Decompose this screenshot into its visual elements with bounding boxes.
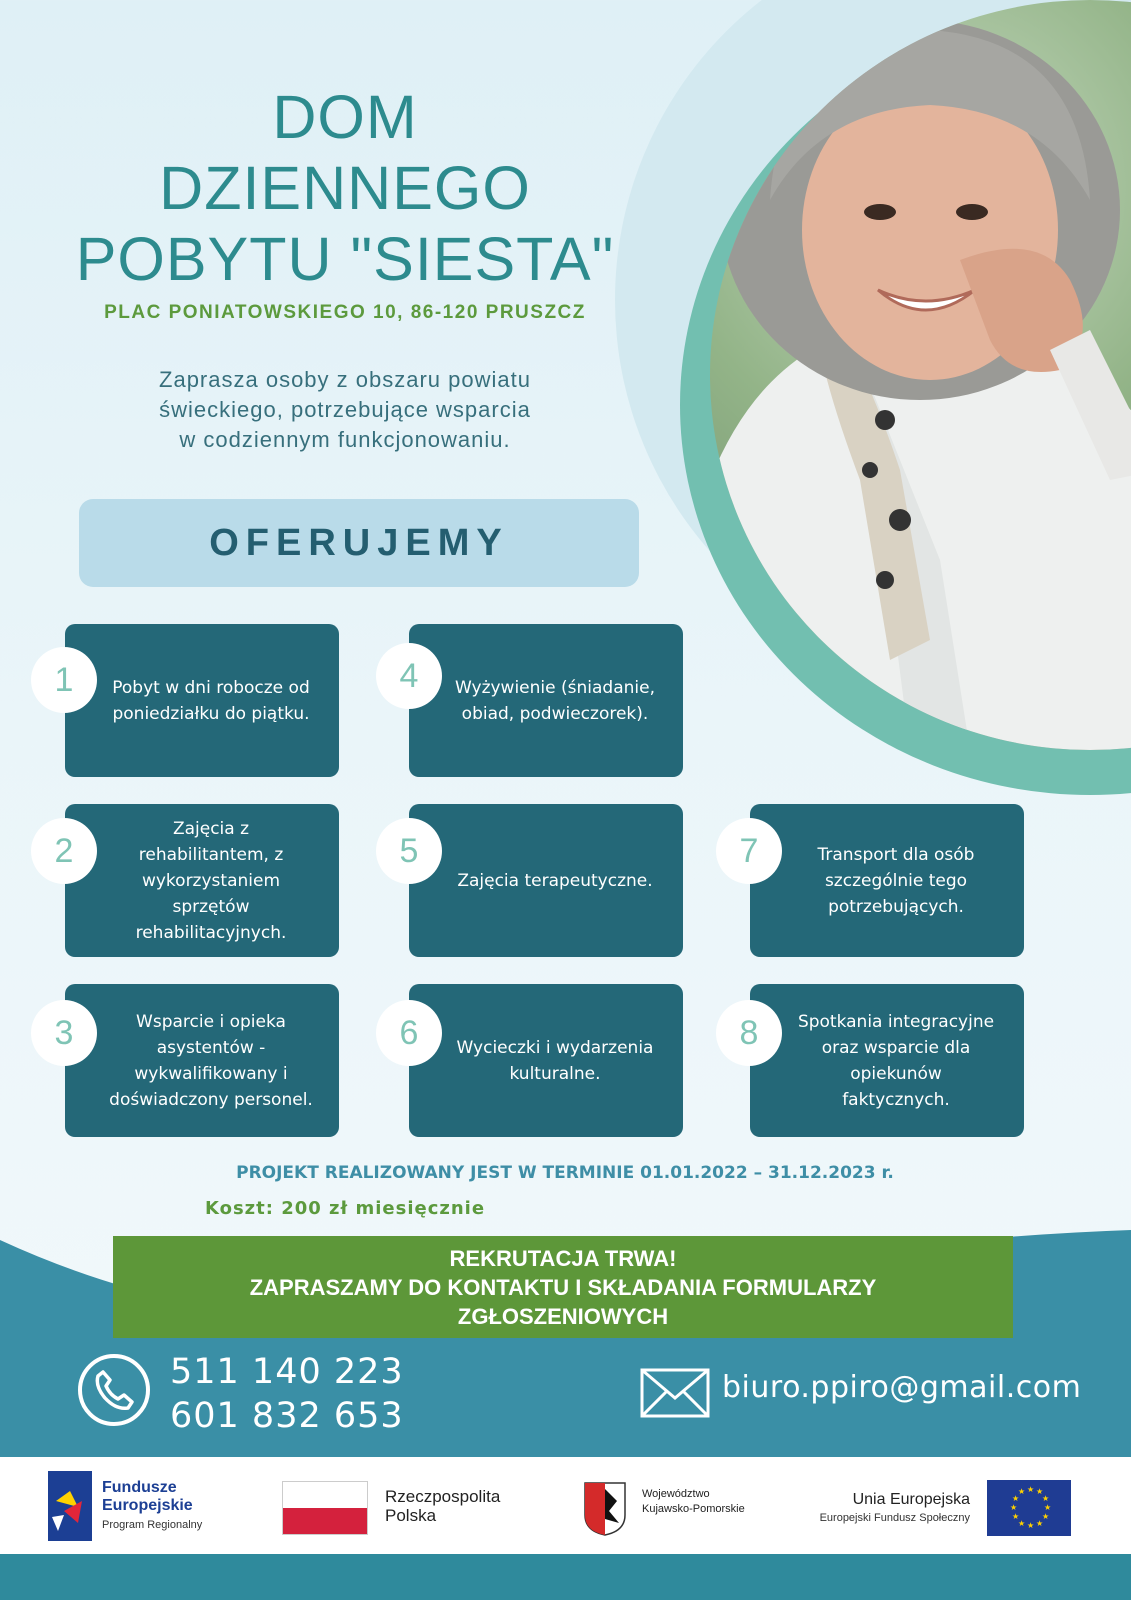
kujawsko-pomorskie-crest-icon <box>583 1479 627 1537</box>
fe-line-3: Program Regionalny <box>102 1519 203 1531</box>
phone-number-1[interactable]: 511 140 223 <box>170 1352 404 1392</box>
offer-text-5: Zajęcia terapeutyczne. <box>457 870 653 891</box>
rp-logo-text <box>385 1487 500 1525</box>
page-title <box>40 82 650 295</box>
offer-number-2: 2 <box>31 818 97 884</box>
offer-number-6: 6 <box>376 1000 442 1066</box>
wk-line-1: Województwo <box>642 1488 710 1500</box>
title-line-1: DOM <box>272 83 418 151</box>
offer-card-2 <box>65 804 339 957</box>
svg-text:★: ★ <box>1044 1503 1052 1512</box>
project-term: PROJEKT REALIZOWANY JEST W TERMINIE 01.01.2022 – 31.12.2023 r. <box>236 1163 894 1183</box>
senior-woman-photo <box>710 0 1131 750</box>
svg-text:★: ★ <box>1027 1485 1035 1494</box>
offer-number-3: 3 <box>31 1000 97 1066</box>
phone-number-2[interactable]: 601 832 653 <box>170 1396 404 1436</box>
recruitment-banner <box>113 1236 1013 1338</box>
polish-flag-icon <box>282 1481 368 1535</box>
svg-text:★: ★ <box>1027 1521 1035 1530</box>
mail-icon <box>640 1368 710 1418</box>
offer-number-7: 7 <box>716 818 782 884</box>
svg-text:★: ★ <box>1010 1503 1018 1512</box>
recruit-line-1: REKRUTACJA TRWA! <box>449 1246 677 1271</box>
email-address[interactable]: biuro.ppiro@gmail.com <box>722 1370 1082 1405</box>
phone-icon <box>76 1352 152 1428</box>
title-line-3: POBYTU "SIESTA" <box>75 225 615 293</box>
svg-text:★: ★ <box>1012 1512 1020 1521</box>
intro-line-3: w codziennym funkcjonowaniu. <box>179 427 511 452</box>
fe-logo-text <box>102 1479 193 1515</box>
offer-card-5 <box>409 804 683 957</box>
intro-text <box>40 365 650 455</box>
address: PLAC PONIATOWSKIEGO 10, 86-120 PRUSZCZ <box>104 302 586 323</box>
title-line-2: DZIENNEGO <box>159 154 531 222</box>
offer-card-4 <box>409 624 683 777</box>
ue-line-2: Europejski Fundusz Społeczny <box>819 1512 970 1524</box>
offer-text-8: Spotkania integracyjne oraz wsparcie dla opiekunów faktycznych. <box>797 1011 995 1110</box>
wk-line-2: Kujawsko-Pomorskie <box>642 1503 745 1515</box>
offer-text-7: Transport dla osób szczególnie tego potrzebujących. <box>817 844 975 917</box>
offer-text-3: Wsparcie i opieka asystentów - wykwalifikowany i doświadczony personel. <box>109 1011 313 1110</box>
fundusze-europejskie-logo-icon <box>48 1471 92 1541</box>
offer-heading: OFERUJEMY <box>79 499 639 587</box>
svg-text:★: ★ <box>1012 1494 1020 1503</box>
ue-logo-text <box>790 1491 970 1524</box>
offer-number-5: 5 <box>376 818 442 884</box>
offer-card-7 <box>750 804 1024 957</box>
svg-text:★: ★ <box>1036 1519 1044 1528</box>
offer-number-1: 1 <box>31 647 97 713</box>
svg-text:★: ★ <box>1036 1487 1044 1496</box>
rp-line-1: Rzeczpospolita <box>385 1487 501 1506</box>
offer-number-8: 8 <box>716 1000 782 1066</box>
offer-card-3 <box>65 984 339 1137</box>
intro-line-2: świeckiego, potrzebujące wsparcia <box>159 397 531 422</box>
svg-text:★: ★ <box>1042 1512 1050 1521</box>
wk-logo-text <box>642 1487 745 1517</box>
offer-card-6 <box>409 984 683 1137</box>
rp-line-2: Polska <box>385 1506 437 1525</box>
offer-number-4: 4 <box>376 643 442 709</box>
svg-text:★: ★ <box>1042 1494 1050 1503</box>
offer-text-2: Zajęcia z rehabilitantem, z wykorzystaniem sprzętów rehabilitacyjnych. <box>135 818 287 943</box>
recruit-line-3: ZGŁOSZENIOWYCH <box>457 1304 669 1329</box>
monthly-cost: Koszt: 200 zł miesięcznie <box>204 1198 486 1219</box>
bottom-strip <box>0 1554 1131 1600</box>
funding-logos-footer <box>0 1457 1131 1554</box>
ue-line-1: Unia Europejska <box>852 1491 970 1508</box>
fe-line-1: Fundusze <box>102 1479 177 1496</box>
offer-text-1: Pobyt w dni robocze od poniedziałku do piątku. <box>112 677 310 724</box>
recruit-line-2: ZAPRASZAMY DO KONTAKTU I SKŁADANIA FORMULARZY <box>249 1275 877 1300</box>
phone-numbers <box>170 1350 404 1438</box>
offer-text-4: Wyżywienie (śniadanie, obiad, podwieczorek). <box>455 677 655 724</box>
svg-text:★: ★ <box>1018 1519 1026 1528</box>
intro-line-1: Zaprasza osoby z obszaru powiatu <box>159 367 531 392</box>
eu-flag-icon <box>987 1480 1071 1536</box>
offer-text-6: Wycieczki i wydarzenia kulturalne. <box>456 1037 654 1084</box>
fe-line-2: Europejskie <box>102 1497 193 1514</box>
offer-card-8 <box>750 984 1024 1137</box>
svg-text:★: ★ <box>1018 1487 1026 1496</box>
offer-card-1 <box>65 624 339 777</box>
